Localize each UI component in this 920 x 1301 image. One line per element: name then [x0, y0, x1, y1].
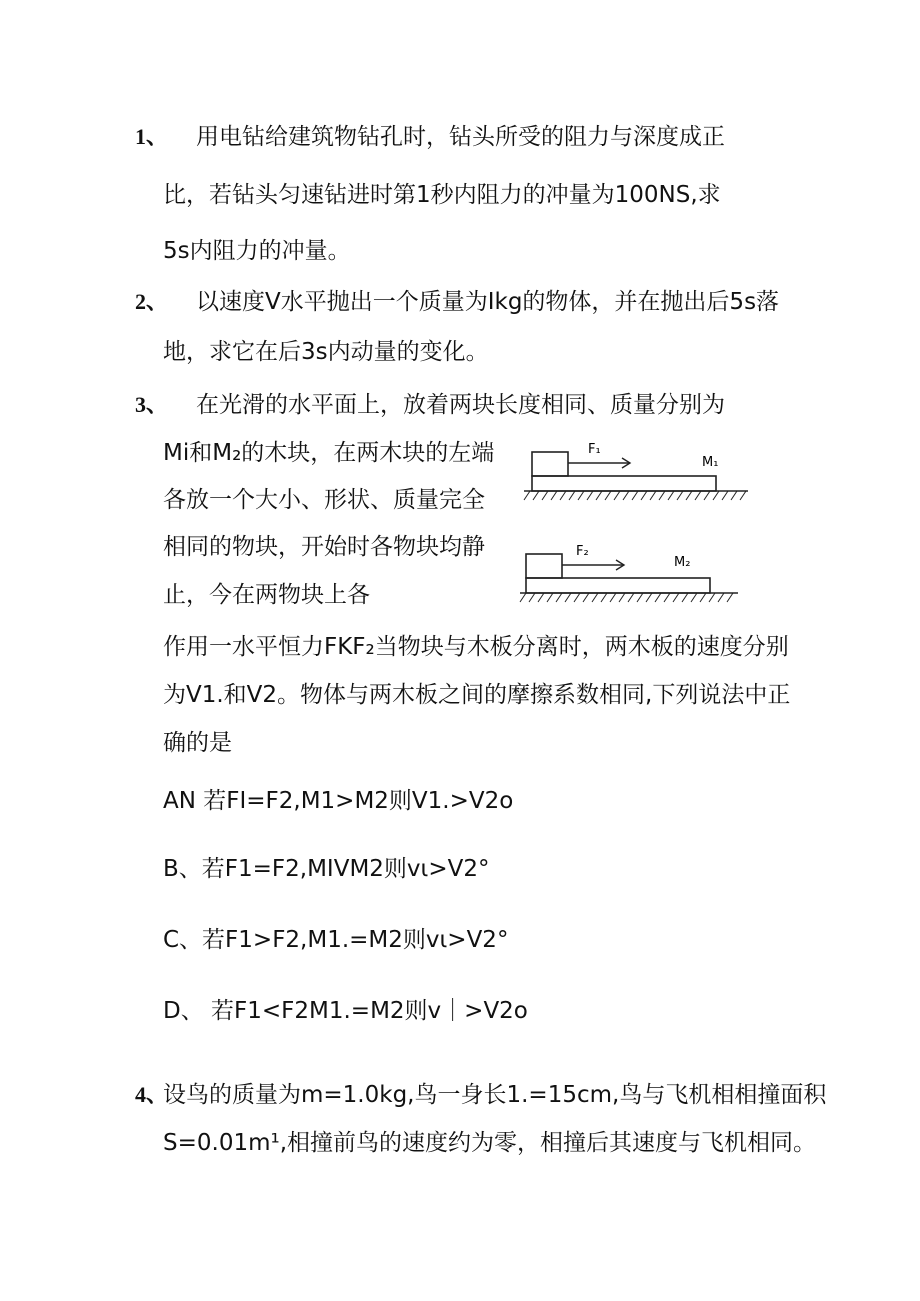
hatch-mark — [740, 491, 746, 500]
figure-board-2 — [516, 538, 756, 608]
q3-line-2: Mi和M₂的木块，在两木块的左端 — [163, 440, 495, 466]
hatch-mark — [727, 593, 733, 602]
hatch-mark — [632, 491, 638, 500]
q3-line-7: 为V1.和V2。物体与两木板之间的摩擦系数相同,下列说法中正 — [163, 682, 791, 708]
hatch-mark — [569, 491, 575, 500]
hatch-mark — [601, 593, 607, 602]
hatch-mark — [731, 491, 737, 500]
hatch-mark — [542, 491, 548, 500]
hatch-mark — [614, 491, 620, 500]
block-label-2: M₂ — [674, 555, 691, 570]
hatch-mark — [556, 593, 562, 602]
hatch-mark — [592, 593, 598, 602]
hatch-mark — [673, 593, 679, 602]
option-c: C、若F1>F2,M1.=M2则vι>V2° — [163, 927, 509, 953]
hatch-mark — [700, 593, 706, 602]
hatch-mark — [623, 491, 629, 500]
option-d: D、 若F1<F2M1.=M2则v｜>V2o — [163, 998, 528, 1024]
hatch-mark — [695, 491, 701, 500]
force-label-1: F₁ — [588, 442, 601, 457]
hatch-mark — [520, 593, 526, 602]
q3-line-3: 各放一个大小、形状、质量完全 — [163, 487, 485, 513]
q2-number: 2、 — [135, 289, 169, 314]
hatch-mark — [610, 593, 616, 602]
hatch-mark — [578, 491, 584, 500]
hatch-mark — [628, 593, 634, 602]
q3-line-4: 相同的物块，开始时各物块均静 — [163, 534, 485, 560]
option-b: B、若F1=F2,MIVM2则vι>V2° — [163, 856, 490, 882]
option-a: AN 若FI=F2,M1>M2则V1.>V2o — [163, 788, 514, 814]
hatch-mark — [574, 593, 580, 602]
q4-line-2: S=0.01m¹,相撞前鸟的速度约为零，相撞后其速度与飞机相同。 — [163, 1130, 817, 1156]
q3-number: 3、 — [135, 392, 169, 417]
ground-hatch-1 — [524, 491, 746, 500]
hatch-mark — [583, 593, 589, 602]
hatch-mark — [529, 593, 535, 602]
hatch-mark — [686, 491, 692, 500]
hatch-mark — [637, 593, 643, 602]
block-2 — [526, 554, 562, 578]
board-2 — [526, 578, 710, 593]
hatch-mark — [524, 491, 530, 500]
block-label-1: M₁ — [702, 455, 719, 470]
q3-line-8: 确的是 — [163, 730, 232, 756]
hatch-mark — [709, 593, 715, 602]
hatch-mark — [713, 491, 719, 500]
hatch-mark — [659, 491, 665, 500]
hatch-mark — [722, 491, 728, 500]
hatch-mark — [704, 491, 710, 500]
hatch-mark — [547, 593, 553, 602]
q3-line-5: 止，今在两物块上各 — [163, 582, 370, 608]
hatch-mark — [560, 491, 566, 500]
q4-number: 4、 — [135, 1082, 169, 1107]
q2-line-1: 以速度V水平抛出一个质量为Ikg的物体，并在抛出后5s落 — [196, 289, 780, 315]
hatch-mark — [551, 491, 557, 500]
hatch-mark — [605, 491, 611, 500]
hatch-mark — [538, 593, 544, 602]
hatch-mark — [691, 593, 697, 602]
q3-line-6: 作用一水平恒力FKF₂当物块与木板分离时，两木板的速度分别 — [163, 634, 789, 660]
hatch-mark — [650, 491, 656, 500]
hatch-mark — [655, 593, 661, 602]
hatch-mark — [533, 491, 539, 500]
hatch-mark — [718, 593, 724, 602]
q4-line-1: 设鸟的质量为m=1.0kg,鸟一身长1.=15cm,鸟与飞机相相撞面积 — [163, 1082, 827, 1108]
q3-line-1: 在光滑的水平面上，放着两块长度相同、质量分别为 — [196, 392, 725, 418]
hatch-mark — [596, 491, 602, 500]
hatch-mark — [587, 491, 593, 500]
q1-number: 1、 — [135, 124, 169, 149]
hatch-mark — [682, 593, 688, 602]
hatch-mark — [641, 491, 647, 500]
block-1 — [532, 452, 568, 476]
force-label-2: F₂ — [576, 544, 589, 559]
board-1 — [532, 476, 716, 491]
hatch-mark — [619, 593, 625, 602]
q1-line-3: 5s内阻力的冲量。 — [163, 238, 351, 264]
hatch-mark — [565, 593, 571, 602]
hatch-mark — [646, 593, 652, 602]
hatch-mark — [664, 593, 670, 602]
q1-line-1: 用电钻给建筑物钻孔时，钻头所受的阻力与深度成正 — [196, 124, 725, 150]
figure-board-1 — [520, 436, 760, 506]
hatch-mark — [677, 491, 683, 500]
ground-hatch-2 — [520, 593, 733, 602]
q2-line-2: 地，求它在后3s内动量的变化。 — [163, 339, 489, 365]
q1-line-2: 比，若钻头匀速钻进时第1秒内阻力的冲量为100NS,求 — [163, 182, 721, 208]
hatch-mark — [668, 491, 674, 500]
